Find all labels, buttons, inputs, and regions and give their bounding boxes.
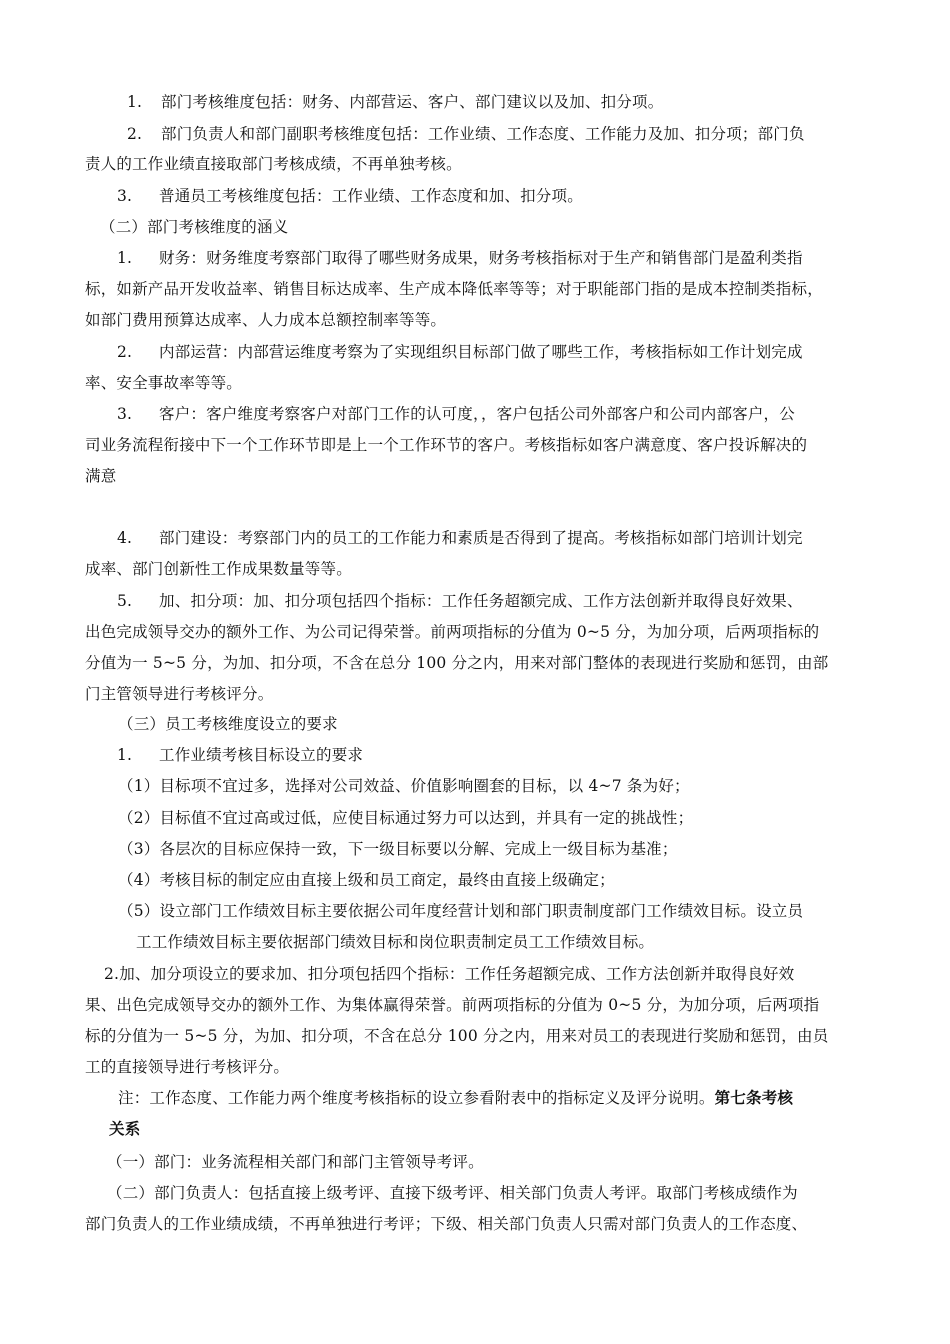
item-number: 5. [117, 592, 133, 610]
paragraph-line: 如部门费用预算达成率、人力成本总额控制率等等。 [85, 311, 447, 329]
paragraph-line: 部门负责人的工作业绩成绩，不再单独进行考评；下级、相关部门负责人只需对部门负责人的工作态度、 [85, 1215, 808, 1233]
section-heading: （二）部门考核维度的涵义 [100, 218, 289, 236]
item-text: 工作业绩考核目标设立的要求 [159, 746, 364, 764]
item-number: 2. [127, 125, 143, 143]
list-item [117, 248, 803, 268]
paragraph-line: 标，如新产品开发收益率、销售目标达成率、生产成本降低率等等；对于职能部门指的是成本控制类指标， [85, 280, 823, 298]
list-item: （5）设立部门工作绩效目标主要依据公司年度经营计划和部门职责制度部门工作绩效目标。设立员 [118, 902, 804, 920]
list-item: （一）部门：业务流程相关部门和部门主管领导考评。 [107, 1153, 484, 1171]
item-text: 部门负责人和部门副职考核维度包括：工作业绩、工作态度、工作能力及加、扣分项；部门负 [161, 125, 805, 143]
item-text: 部门考核维度包括：财务、内部营运、客户、部门建议以及加、扣分项。 [161, 93, 664, 111]
item-number: 3. [117, 187, 133, 205]
paragraph-line: 成率、部门创新性工作成果数量等等。 [85, 560, 352, 578]
list-item: （二）部门负责人：包括直接上级考评、直接下级考评、相关部门负责人考评。取部门考核成绩作为 [107, 1184, 798, 1202]
article-heading: 第七条考核 [714, 1088, 794, 1107]
list-item [117, 186, 583, 206]
item-text: 普通员工考核维度包括：工作业绩、工作态度和加、扣分项。 [159, 187, 583, 205]
item-text: 加、扣分项：加、扣分项包括四个指标：工作任务超额完成、工作方法创新并取得良好效果、 [159, 592, 803, 610]
paragraph-line: 工工作绩效目标主要依据部门绩效目标和岗位职责制定员工工作绩效目标。 [136, 933, 655, 951]
list-item [117, 404, 795, 424]
paragraph-line: 工的直接领导进行考核评分。 [85, 1058, 290, 1076]
paragraph-line: 分值为一 5~5 分，为加、扣分项，不含在总分 100 分之内，用来对部门整体的表现进行奖励和惩罚，由部 [85, 654, 829, 672]
item-text: 财务：财务维度考察部门取得了哪些财务成果，财务考核指标对于生产和销售部门是盈利类指 [159, 249, 803, 267]
list-item [117, 591, 803, 611]
item-number: 3. [117, 405, 133, 423]
list-item: （2）目标值不宜过高或过低，应使目标通过努力可以达到，并具有一定的挑战性； [118, 809, 694, 827]
item-number: 1. [127, 93, 143, 111]
list-item [117, 342, 803, 362]
item-text: 部门建设：考察部门内的员工的工作能力和素质是否得到了提高。考核指标如部门培训计划完 [159, 529, 803, 547]
paragraph-line: 司业务流程衔接中下一个工作环节即是上一个工作环节的客户。考核指标如客户满意度、客户投诉解决的 [85, 436, 808, 454]
list-item [127, 92, 663, 112]
list-item: （3）各层次的目标应保持一致，下一级目标要以分解、完成上一级目标为基准； [118, 840, 678, 858]
paragraph-line: 率、安全事故率等等。 [85, 374, 243, 392]
paragraph-line: 果、出色完成领导交办的额外工作、为集体赢得荣誉。前两项指标的分值为 0~5 分，为加分项，后两项指 [85, 996, 820, 1014]
paragraph-line: 门主管领导进行考核评分。 [85, 685, 274, 703]
item-number: 1. [117, 746, 133, 764]
item-number: 4. [117, 529, 133, 547]
paragraph-line: 满意 [85, 467, 117, 485]
paragraph-line: 标的分值为一 5~5 分，为加、扣分项，不含在总分 100 分之内，用来对员工的表现进行奖励和惩罚，由员 [85, 1027, 829, 1045]
list-item [127, 124, 805, 144]
paragraph-line: 责人的工作业绩直接取部门考核成绩，不再单独考核。 [85, 155, 462, 173]
paragraph-line: 出色完成领导交办的额外工作、为公司记得荣誉。前两项指标的分值为 0~5 分，为加分项，后两项指标的 [85, 623, 820, 641]
list-item [117, 528, 803, 548]
item-number: 2. [117, 343, 133, 361]
item-text: 内部运营：内部营运维度考察为了实现组织目标部门做了哪些工作，考核指标如工作计划完成 [159, 343, 803, 361]
list-item: （4）考核目标的制定应由直接上级和员工商定，最终由直接上级确定； [118, 871, 615, 889]
section-heading: （三）员工考核维度设立的要求 [118, 715, 338, 733]
list-item: （1）目标项不宜过多，选择对公司效益、价值影响圈套的目标，以 4~7 条为好； [118, 777, 690, 795]
item-number: 1. [117, 249, 133, 267]
article-heading-cont: 关系 [109, 1119, 141, 1138]
paragraph-line: 2.加、加分项设立的要求加、扣分项包括四个指标：工作任务超额完成、工作方法创新并取得良好效 [104, 965, 795, 983]
item-text: 客户：客户维度考察客户对部门工作的认可度，，客户包括公司外部客户和公司内部客户，公 [159, 405, 795, 423]
note-line [118, 1088, 793, 1108]
note-text: 注：工作态度、工作能力两个维度考核指标的设立参看附表中的指标定义及评分说明。 [118, 1089, 715, 1107]
list-item [117, 745, 363, 765]
